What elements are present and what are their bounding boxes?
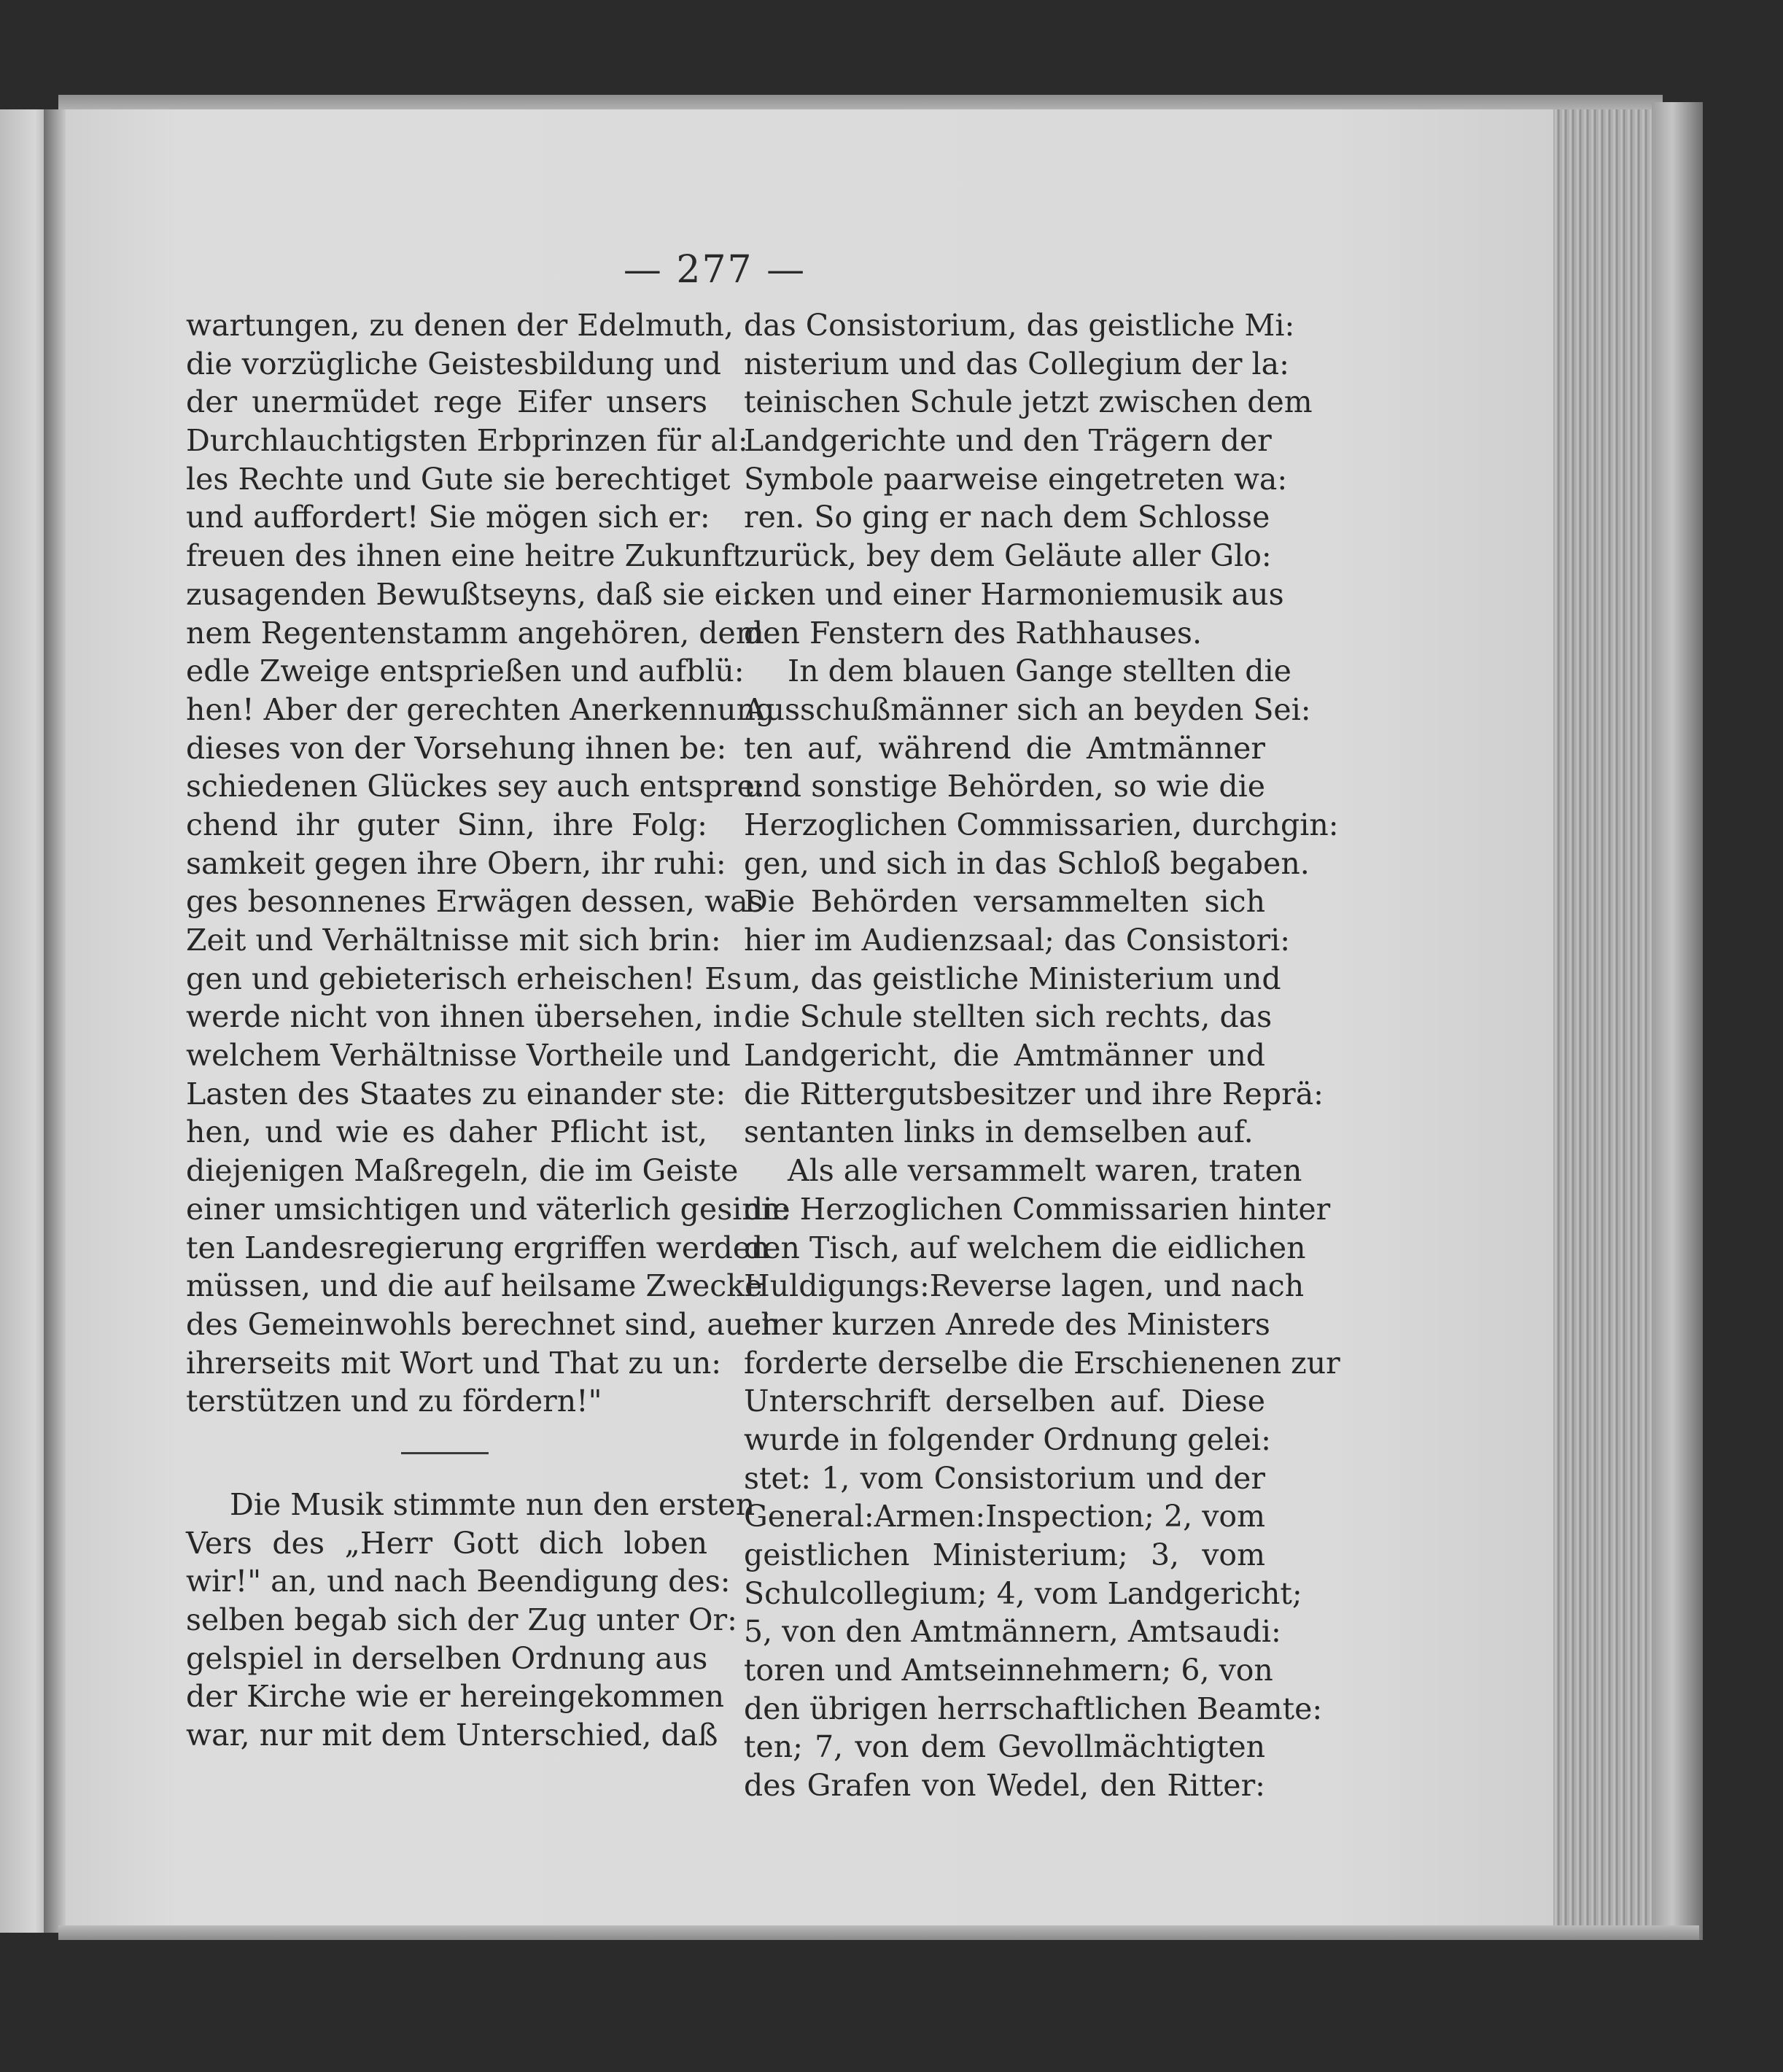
- text-line: Durchlauchtigsten Erbprinzen für al:: [186, 423, 748, 459]
- text-line: den Tisch, auf welchem die eidlichen: [744, 1230, 1306, 1265]
- text-line: General:Armen:Inspection; 2, vom: [744, 1499, 1265, 1534]
- text-line: hier im Audienzsaal; das Consistori:: [744, 923, 1291, 958]
- text-line: des Grafen von Wedel, den Ritter:: [744, 1768, 1265, 1804]
- text-line: teinischen Schule jetzt zwischen dem: [744, 384, 1313, 420]
- text-line: freuen des ihnen eine heitre Zukunft: [186, 538, 745, 574]
- text-line: ten auf, während die Amtmänner: [744, 730, 1265, 766]
- text-line: samkeit gegen ihre Obern, ihr ruhi:: [186, 845, 726, 881]
- text-line: ren. So ging er nach dem Schlosse: [744, 500, 1270, 535]
- text-line: gen und gebieterisch erheischen! Es: [186, 961, 742, 996]
- book-gutter: [44, 109, 66, 1933]
- text-line: das Consistorium, das geistliche Mi:: [744, 308, 1295, 343]
- text-line: und auffordert! Sie mögen sich er:: [186, 500, 710, 535]
- text-line: und sonstige Behörden, so wie die: [744, 769, 1265, 804]
- page-fore-edge: [1553, 109, 1652, 1933]
- text-line: die Schule stellten sich rechts, das: [744, 999, 1273, 1035]
- text-line: sentanten links in demselben auf.: [744, 1114, 1254, 1150]
- book-cover-edge: [1652, 102, 1703, 1940]
- text-line: 5, von den Amtmännern, Amtsaudi:: [744, 1614, 1281, 1650]
- text-line: schiedenen Glückes sey auch entspre:: [186, 769, 765, 804]
- text-line: Symbole paarweise eingetreten wa:: [744, 461, 1288, 497]
- text-line: ten Landesregierung ergriffen werden: [186, 1230, 770, 1265]
- left-column-text-block-1: [186, 306, 790, 1421]
- text-line: selben begab sich der Zug unter Or:: [186, 1602, 737, 1637]
- text-line: wartungen, zu denen der Edelmuth,: [186, 308, 734, 343]
- text-line: nem Regentenstamm angehören, dem: [186, 615, 764, 651]
- text-line: war, nur mit dem Unterschied, daß: [186, 1718, 718, 1753]
- text-line: Ausschußmänner sich an beyden Sei:: [744, 691, 1311, 727]
- text-line: um, das geistliche Ministerium und: [744, 961, 1281, 996]
- left-column-text-block-2: [186, 1486, 755, 1755]
- text-line: zusagenden Bewußtseyns, daß sie ei:: [186, 576, 752, 612]
- text-line: cken und einer Harmoniemusik aus: [744, 576, 1284, 612]
- text-line: wir!" an, und nach Beendigung des:: [186, 1564, 731, 1599]
- text-line: edle Zweige entsprießen und aufblü:: [186, 653, 745, 689]
- text-line: welchem Verhältnisse Vortheile und: [186, 1038, 731, 1074]
- text-line: der unermüdet rege Eifer unsers: [186, 384, 707, 420]
- text-line: einer umsichtigen und väterlich gesinn:: [186, 1191, 790, 1227]
- text-line: Zeit und Verhältnisse mit sich brin:: [186, 923, 721, 958]
- text-line: Als alle versammelt waren, traten: [788, 1153, 1302, 1189]
- text-line: Schulcollegium; 4, vom Landgericht;: [744, 1575, 1302, 1611]
- text-line: les Rechte und Gute sie berechtiget: [186, 461, 731, 497]
- text-line: die Rittergutsbesitzer und ihre Reprä:: [744, 1076, 1324, 1111]
- text-line: forderte derselbe die Erschienenen zur: [744, 1345, 1340, 1381]
- text-line: Landgerichte und den Trägern der: [744, 423, 1272, 459]
- page-bottom-edge: [58, 1925, 1699, 1940]
- text-line: hen, und wie es daher Pflicht ist,: [186, 1114, 707, 1150]
- text-line: ten; 7, von dem Gevollmächtigten: [744, 1729, 1265, 1765]
- text-line: der Kirche wie er hereingekommen: [186, 1679, 725, 1715]
- text-line: chend ihr guter Sinn, ihre Folg:: [186, 807, 707, 842]
- text-line: stet: 1, vom Consistorium und der: [744, 1460, 1265, 1496]
- right-column: [744, 306, 1340, 1805]
- left-column: [186, 306, 790, 1755]
- text-line: gelspiel in derselben Ordnung aus: [186, 1640, 708, 1676]
- text-line: Die Musik stimmte nun den ersten: [230, 1486, 755, 1522]
- text-line: die Herzoglichen Commissarien hinter: [744, 1191, 1331, 1227]
- text-line: des Gemeinwohls berechnet sind, auch: [186, 1306, 780, 1342]
- text-line: ihrerseits mit Wort und That zu un:: [186, 1345, 722, 1381]
- text-line: einer kurzen Anrede des Ministers: [744, 1306, 1270, 1342]
- text-line: müssen, und die auf heilsame Zwecke: [186, 1268, 763, 1304]
- text-line: diejenigen Maßregeln, die im Geiste: [186, 1153, 739, 1189]
- text-line: zurück, bey dem Geläute aller Glo:: [744, 538, 1272, 574]
- text-line: ges besonnenes Erwägen dessen, was: [186, 884, 764, 920]
- text-line: Landgericht, die Amtmänner und: [744, 1038, 1265, 1074]
- right-column-text-block: [744, 306, 1340, 1805]
- text-line: toren und Amtseinnehmern; 6, von: [744, 1653, 1273, 1688]
- text-line: den übrigen herrschaftlichen Beamte:: [744, 1691, 1323, 1726]
- text-line: terstützen und zu fördern!": [186, 1384, 602, 1419]
- text-line: den Fenstern des Rathhauses.: [744, 615, 1202, 651]
- text-line: hen! Aber der gerechten Anerkennung: [186, 691, 775, 727]
- text-line: Vers des „Herr Gott dich loben: [186, 1525, 707, 1561]
- text-line: Lasten des Staates zu einander ste:: [186, 1076, 726, 1111]
- section-divider-rule: [401, 1452, 489, 1454]
- text-line: Huldigungs:Reverse lagen, und nach: [744, 1268, 1305, 1304]
- page-number: — 277 —: [623, 248, 807, 292]
- text-line: dieses von der Vorsehung ihnen be:: [186, 730, 727, 766]
- text-line: Unterschrift derselben auf. Diese: [744, 1384, 1265, 1419]
- text-line: wurde in folgender Ordnung gelei:: [744, 1421, 1271, 1457]
- text-line: die vorzügliche Geistesbildung und: [186, 346, 722, 381]
- text-line: Die Behörden versammelten sich: [744, 884, 1265, 920]
- text-line: nisterium und das Collegium der la:: [744, 346, 1289, 381]
- text-line: werde nicht von ihnen übersehen, in: [186, 999, 742, 1035]
- text-line: In dem blauen Gange stellten die: [788, 653, 1291, 689]
- text-line: gen, und sich in das Schloß begaben.: [744, 845, 1310, 881]
- text-line: Herzoglichen Commissarien, durchgin:: [744, 807, 1339, 842]
- text-line: geistlichen Ministerium; 3, vom: [744, 1537, 1265, 1572]
